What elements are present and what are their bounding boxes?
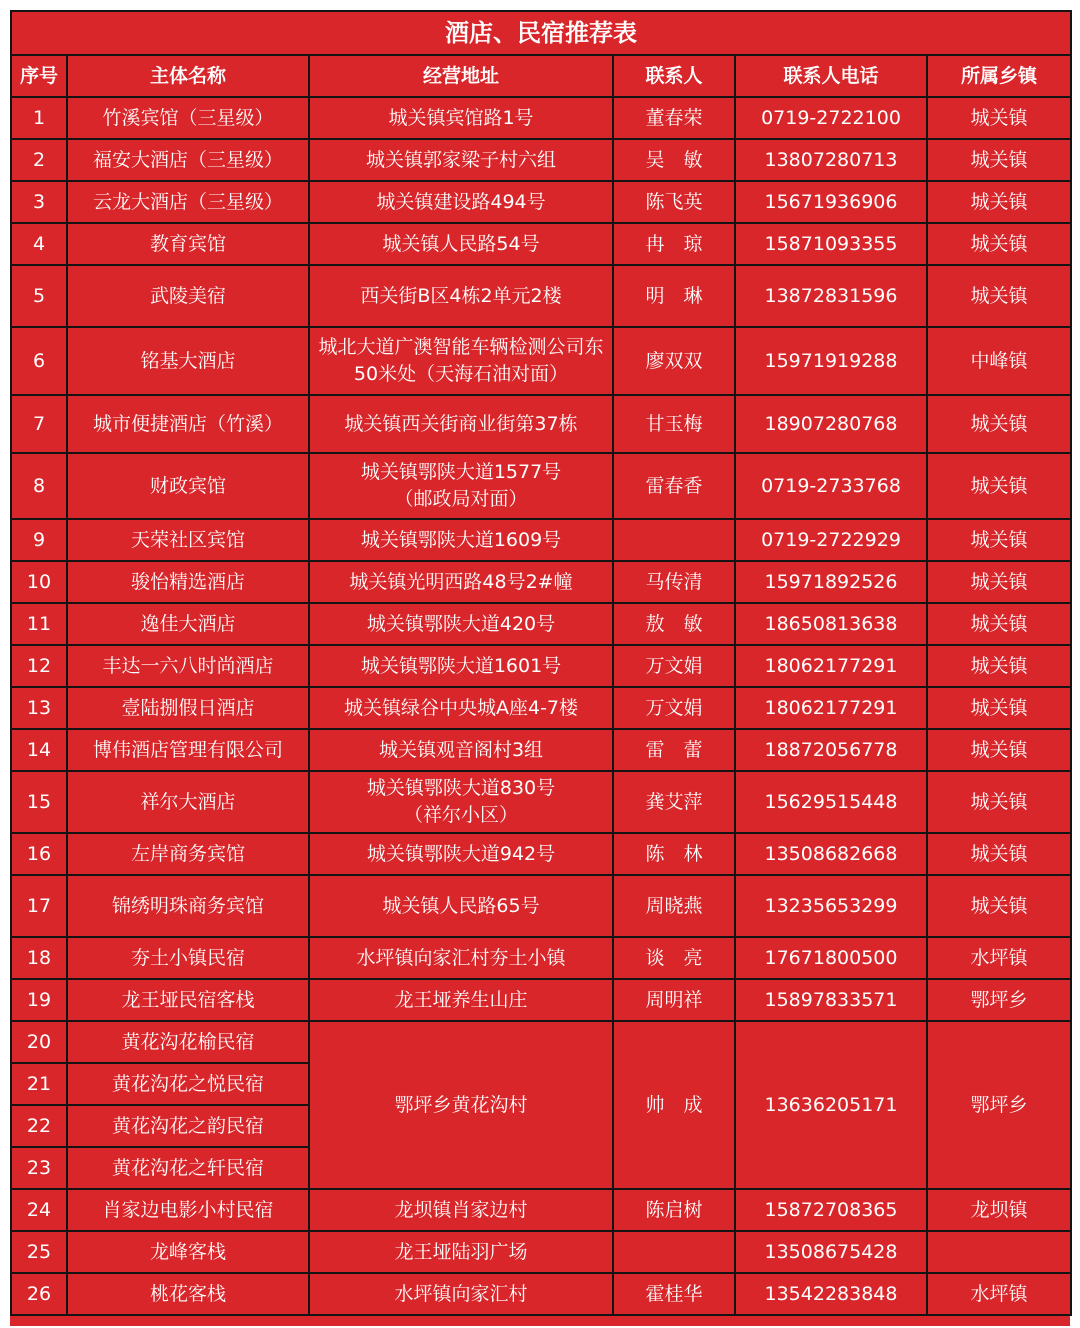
business-address: 城关镇建设路494号 (309, 181, 613, 223)
title-row (11, 11, 1071, 55)
contact-phone: 13508675428 (735, 1231, 927, 1273)
township: 城关镇 (927, 519, 1071, 561)
business-name: 博伟酒店管理有限公司 (67, 729, 309, 771)
contact-person: 陈飞英 (613, 181, 735, 223)
row-number: 25 (11, 1231, 67, 1273)
township: 城关镇 (927, 645, 1071, 687)
contact-person: 陈启树 (613, 1189, 735, 1231)
contact-person: 谈 亮 (613, 937, 735, 979)
business-address: 鄂坪乡黄花沟村 (309, 1021, 613, 1189)
business-name: 天荣社区宾馆 (67, 519, 309, 561)
business-name: 武陵美宿 (67, 265, 309, 327)
contact-person: 甘玉梅 (613, 395, 735, 453)
contact-person: 董春荣 (613, 97, 735, 139)
contact-phone: 13235653299 (735, 875, 927, 937)
row-number: 10 (11, 561, 67, 603)
business-name: 黄花沟花之韵民宿 (67, 1105, 309, 1147)
row-number: 18 (11, 937, 67, 979)
business-address: 龙王垭陆羽广场 (309, 1231, 613, 1273)
table-row (11, 1231, 1071, 1273)
table-row (11, 771, 1071, 833)
contact-phone: 15872708365 (735, 1189, 927, 1231)
contact-person: 吴 敏 (613, 139, 735, 181)
township: 城关镇 (927, 561, 1071, 603)
township: 城关镇 (927, 223, 1071, 265)
table-row (11, 561, 1071, 603)
contact-person: 廖双双 (613, 327, 735, 395)
contact-person: 陈 林 (613, 833, 735, 875)
business-name: 福安大酒店（三星级） (67, 139, 309, 181)
business-name: 竹溪宾馆（三星级） (67, 97, 309, 139)
business-address: 城关镇鄂陕大道420号 (309, 603, 613, 645)
table-row (11, 1189, 1071, 1231)
contact-phone: 13542283848 (735, 1273, 927, 1315)
table-row (11, 1021, 1071, 1063)
table-row (11, 1273, 1071, 1315)
township: 城关镇 (927, 729, 1071, 771)
township: 城关镇 (927, 875, 1071, 937)
row-number: 2 (11, 139, 67, 181)
row-number: 24 (11, 1189, 67, 1231)
township (927, 1231, 1071, 1273)
contact-phone: 0719-2722100 (735, 97, 927, 139)
business-name: 壹陆捌假日酒店 (67, 687, 309, 729)
row-number: 17 (11, 875, 67, 937)
row-number: 26 (11, 1273, 67, 1315)
contact-phone: 13636205171 (735, 1021, 927, 1189)
township: 水坪镇 (927, 937, 1071, 979)
business-address: 城关镇鄂陕大道1601号 (309, 645, 613, 687)
business-name: 龙王垭民宿客栈 (67, 979, 309, 1021)
township: 城关镇 (927, 139, 1071, 181)
row-number: 14 (11, 729, 67, 771)
township: 城关镇 (927, 265, 1071, 327)
contact-phone: 18907280768 (735, 395, 927, 453)
row-number: 23 (11, 1147, 67, 1189)
township: 水坪镇 (927, 1273, 1071, 1315)
contact-phone: 13807280713 (735, 139, 927, 181)
contact-person (613, 1231, 735, 1273)
table-row (11, 97, 1071, 139)
business-name: 云龙大酒店（三星级） (67, 181, 309, 223)
business-address: 西关街B区4栋2单元2楼 (309, 265, 613, 327)
business-address: 城关镇人民路54号 (309, 223, 613, 265)
header-town: 所属乡镇 (927, 55, 1071, 97)
contact-person: 明 琳 (613, 265, 735, 327)
business-address: 城关镇观音阁村3组 (309, 729, 613, 771)
row-number: 12 (11, 645, 67, 687)
township: 鄂坪乡 (927, 979, 1071, 1021)
township: 城关镇 (927, 395, 1071, 453)
business-address: 水坪镇向家汇村 (309, 1273, 613, 1315)
business-name: 肖家边电影小村民宿 (67, 1189, 309, 1231)
table-row (11, 265, 1071, 327)
township: 中峰镇 (927, 327, 1071, 395)
table-title: 酒店、民宿推荐表 (11, 11, 1071, 55)
row-number: 22 (11, 1105, 67, 1147)
business-address: 城关镇宾馆路1号 (309, 97, 613, 139)
header-row (11, 55, 1071, 97)
table-row (11, 645, 1071, 687)
table-row (11, 875, 1071, 937)
table-row (11, 327, 1071, 395)
business-address: 城关镇鄂陕大道942号 (309, 833, 613, 875)
contact-phone: 17671800500 (735, 937, 927, 979)
contact-phone: 15897833571 (735, 979, 927, 1021)
contact-person: 周明祥 (613, 979, 735, 1021)
business-name: 桃花客栈 (67, 1273, 309, 1315)
contact-person: 马传清 (613, 561, 735, 603)
township: 城关镇 (927, 687, 1071, 729)
row-number: 5 (11, 265, 67, 327)
business-name: 左岸商务宾馆 (67, 833, 309, 875)
header-contact: 联系人 (613, 55, 735, 97)
table-row (11, 139, 1071, 181)
table-row (11, 519, 1071, 561)
business-name: 教育宾馆 (67, 223, 309, 265)
business-name: 龙峰客栈 (67, 1231, 309, 1273)
township: 城关镇 (927, 97, 1071, 139)
township: 城关镇 (927, 771, 1071, 833)
row-number: 13 (11, 687, 67, 729)
contact-phone: 18872056778 (735, 729, 927, 771)
header-name: 主体名称 (67, 55, 309, 97)
business-name: 祥尔大酒店 (67, 771, 309, 833)
table-row (11, 395, 1071, 453)
table-row (11, 729, 1071, 771)
business-address: 城关镇鄂陕大道830号 （祥尔小区） (309, 771, 613, 833)
table-row (11, 937, 1071, 979)
township: 城关镇 (927, 181, 1071, 223)
business-name: 锦绣明珠商务宾馆 (67, 875, 309, 937)
business-name: 黄花沟花之轩民宿 (67, 1147, 309, 1189)
business-name: 夯土小镇民宿 (67, 937, 309, 979)
table-row (11, 687, 1071, 729)
contact-person: 帅 成 (613, 1021, 735, 1189)
business-name: 财政宾馆 (67, 453, 309, 519)
row-number: 9 (11, 519, 67, 561)
contact-phone: 13508682668 (735, 833, 927, 875)
contact-phone: 0719-2722929 (735, 519, 927, 561)
business-address: 水坪镇向家汇村夯土小镇 (309, 937, 613, 979)
business-address: 城关镇鄂陕大道1577号 （邮政局对面） (309, 453, 613, 519)
table-row (11, 453, 1071, 519)
contact-phone: 18062177291 (735, 687, 927, 729)
table-row (11, 603, 1071, 645)
contact-person: 万文娟 (613, 645, 735, 687)
business-address: 龙坝镇肖家边村 (309, 1189, 613, 1231)
business-address: 龙王垭养生山庄 (309, 979, 613, 1021)
row-number: 7 (11, 395, 67, 453)
row-number: 15 (11, 771, 67, 833)
contact-phone: 15629515448 (735, 771, 927, 833)
contact-phone: 13872831596 (735, 265, 927, 327)
business-name: 丰达一六八时尚酒店 (67, 645, 309, 687)
business-address: 城关镇郭家梁子村六组 (309, 139, 613, 181)
contact-phone: 18650813638 (735, 603, 927, 645)
row-number: 11 (11, 603, 67, 645)
header-no: 序号 (11, 55, 67, 97)
contact-person: 冉 琼 (613, 223, 735, 265)
contact-person: 霍桂华 (613, 1273, 735, 1315)
table-row (11, 181, 1071, 223)
township: 城关镇 (927, 833, 1071, 875)
township: 城关镇 (927, 603, 1071, 645)
business-name: 城市便捷酒店（竹溪） (67, 395, 309, 453)
hotel-table (10, 10, 1072, 1316)
contact-phone: 18062177291 (735, 645, 927, 687)
business-address: 城关镇鄂陕大道1609号 (309, 519, 613, 561)
contact-person: 雷春香 (613, 453, 735, 519)
row-number: 20 (11, 1021, 67, 1063)
table-row (11, 979, 1071, 1021)
contact-phone: 15971919288 (735, 327, 927, 395)
contact-phone: 0719-2733768 (735, 453, 927, 519)
recommendation-sheet (10, 10, 1070, 1326)
row-number: 3 (11, 181, 67, 223)
business-address: 城关镇光明西路48号2#幢 (309, 561, 613, 603)
row-number: 21 (11, 1063, 67, 1105)
business-name: 逸佳大酒店 (67, 603, 309, 645)
business-name: 黄花沟花榆民宿 (67, 1021, 309, 1063)
business-address: 城北大道广澳智能车辆检测公司东 50米处（天海石油对面） (309, 327, 613, 395)
business-address: 城关镇人民路65号 (309, 875, 613, 937)
business-name: 骏怡精选酒店 (67, 561, 309, 603)
contact-phone: 15971892526 (735, 561, 927, 603)
row-number: 8 (11, 453, 67, 519)
contact-phone: 15871093355 (735, 223, 927, 265)
contact-person: 周晓燕 (613, 875, 735, 937)
business-name: 黄花沟花之悦民宿 (67, 1063, 309, 1105)
row-number: 4 (11, 223, 67, 265)
contact-person: 敖 敏 (613, 603, 735, 645)
contact-phone: 15671936906 (735, 181, 927, 223)
contact-person: 万文娟 (613, 687, 735, 729)
township: 鄂坪乡 (927, 1021, 1071, 1189)
township: 城关镇 (927, 453, 1071, 519)
header-phone: 联系人电话 (735, 55, 927, 97)
contact-person: 龚艾萍 (613, 771, 735, 833)
business-address: 城关镇西关街商业街第37栋 (309, 395, 613, 453)
header-address: 经营地址 (309, 55, 613, 97)
table-row (11, 223, 1071, 265)
township: 龙坝镇 (927, 1189, 1071, 1231)
table-row (11, 833, 1071, 875)
row-number: 1 (11, 97, 67, 139)
business-address: 城关镇绿谷中央城A座4-7楼 (309, 687, 613, 729)
row-number: 19 (11, 979, 67, 1021)
row-number: 6 (11, 327, 67, 395)
row-number: 16 (11, 833, 67, 875)
business-name: 铭基大酒店 (67, 327, 309, 395)
contact-person (613, 519, 735, 561)
contact-person: 雷 蕾 (613, 729, 735, 771)
